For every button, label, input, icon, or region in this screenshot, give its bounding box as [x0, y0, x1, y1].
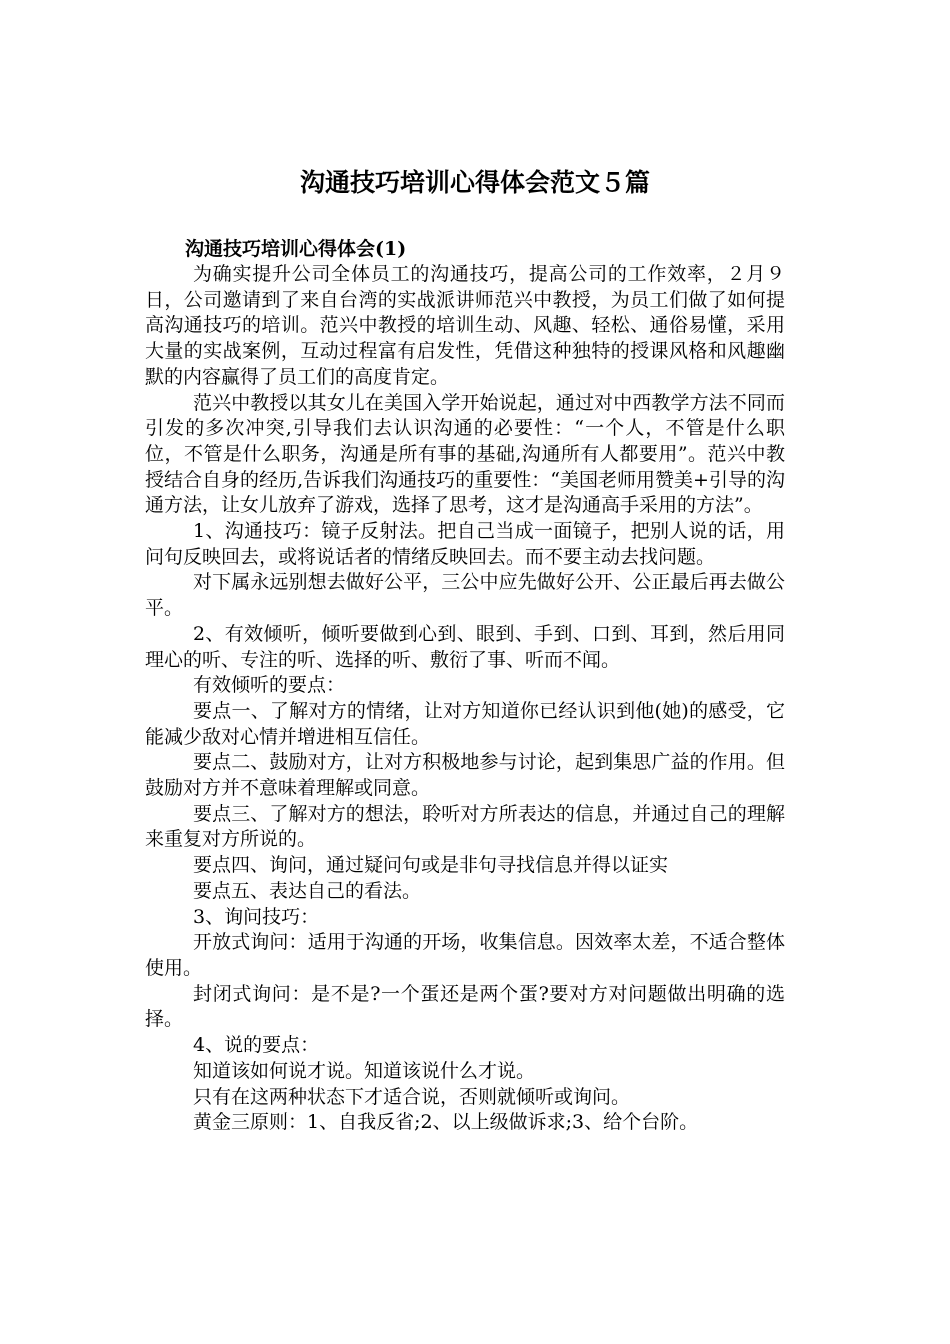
document-title: 沟通技巧培训心得体会范文５篇	[299, 167, 650, 197]
paragraph: 要点二、鼓励对方，让对方积极地参与讨论，起到集思广益的作用。但鼓励对方并不意味着理解或同意。	[145, 751, 785, 800]
paragraph: 要点五、表达自己的看法。	[193, 879, 422, 902]
paragraph: 封闭式询问：是不是?一个蛋还是两个蛋?要对方对问题做出明确的选择。	[145, 982, 785, 1031]
paragraph: 只有在这两种状态下才适合说，否则就倾听或询问。	[193, 1085, 631, 1108]
paragraph: 要点一、了解对方的情绪，让对方知道你已经认识到他(她)的感受，它能减少敌对心情并增进相互信任。	[145, 699, 785, 748]
paragraph: 1、沟通技巧：镜子反射法。把自己当成一面镜子，把别人说的话，用问句反映回去，或将说话者的情绪反映回去。而不要主动去找问题。	[145, 520, 785, 568]
paragraph: 3、询问技巧：	[193, 905, 320, 928]
paragraph: 有效倾听的要点：	[193, 674, 346, 697]
paragraph: 要点四、询问，通过疑问句或是非句寻找信息并得以证实	[193, 854, 669, 877]
paragraph: 范兴中教授以其女儿在美国入学开始说起，通过对中西教学方法不同而引发的多次冲突,引导我们去认识沟通的必要性：“一个人，不管是什么职位，不管是什么职务，沟通是所有事的基础,沟通所有人都要用”。范兴中教授结合自身的经历,告诉我们沟通技巧的重要性：“美国老师用赞美+引导的沟通方法，让女儿放弃了游戏，选择了思考，这才是沟通高手采用的方法”。	[145, 391, 785, 517]
paragraph: 开放式询问：适用于沟通的开场，收集信息。因效率太差，不适合整体使用。	[145, 931, 785, 979]
paragraph: 为确实提升公司全体员工的沟通技巧，提高公司的工作效率，２月９日，公司邀请到了来自台湾的实战派讲师范兴中教授，为员工们做了如何提高沟通技巧的培训。范兴中教授的培训生动、风趣、轻松、通俗易懂，采用大量的实战案例，互动过程富有启发性，凭借这种独特的授课风格和风趣幽默的内容赢得了员工们的高度肯定。	[145, 263, 785, 388]
paragraph: 黄金三原则：1、自我反省;2、以上级做诉求;3、给个台阶。	[193, 1111, 699, 1134]
paragraph: 知道该如何说才说。知道该说什么才说。	[193, 1059, 536, 1082]
document-body	[145, 236, 785, 1136]
paragraph: 对下属永远别想去做好公平，三公中应先做好公开、公正最后再去做公平。	[145, 571, 785, 620]
paragraph: 要点三、了解对方的想法，聆听对方所表达的信息，并通过自己的理解来重复对方所说的。	[145, 802, 785, 851]
paragraph: 4、说的要点：	[193, 1034, 320, 1057]
section-title: 沟通技巧培训心得体会(1)	[185, 238, 407, 260]
paragraph: 2、有效倾听，倾听要做到心到、眼到、手到、口到、耳到，然后用同理心的听、专注的听、选择的听、敷衍了事、听而不闻。	[145, 622, 785, 671]
